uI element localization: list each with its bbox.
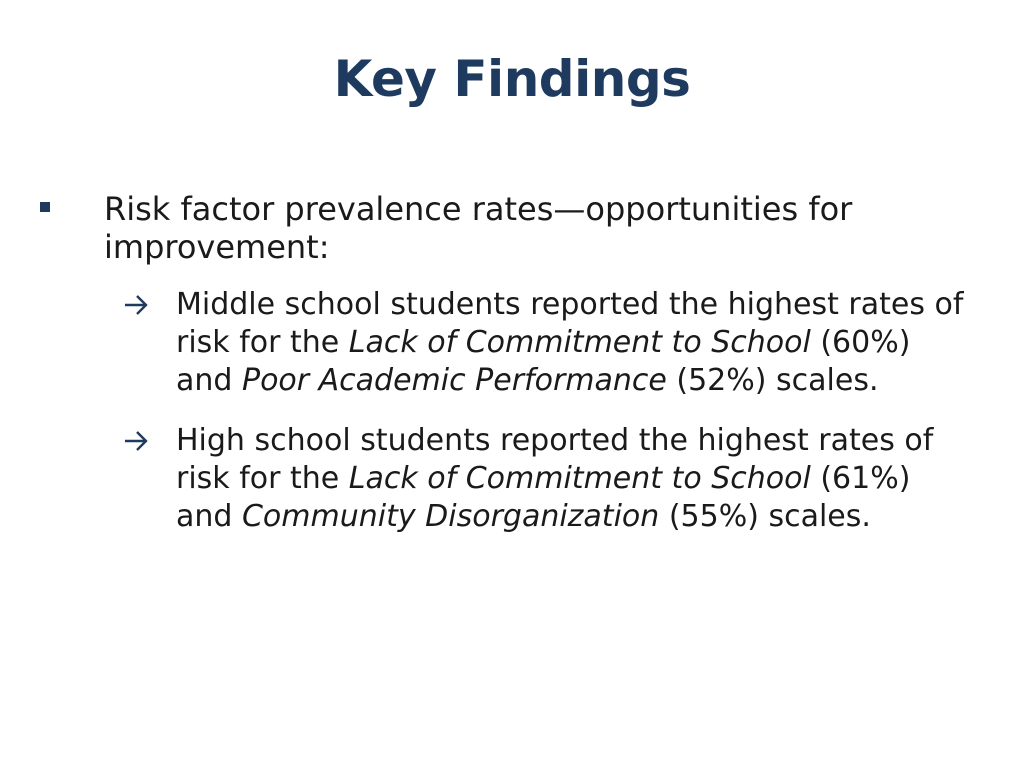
sub-bullet-text-1a: Middle school students reported the highest rates of risk for the <box>176 287 964 360</box>
scale-name-lack-of-commitment: Lack of Commitment to School <box>348 461 811 496</box>
square-bullet-icon <box>40 202 50 212</box>
main-bullet <box>0 190 984 266</box>
arrow-right-icon <box>121 286 151 324</box>
arrow-right-icon <box>121 422 151 460</box>
main-bullet-text: Risk factor prevalence rates—opportunities for improvement: <box>104 190 853 266</box>
scale-name-community-disorganization: Community Disorganization <box>241 499 660 534</box>
slide-title: Key Findings <box>333 50 691 108</box>
sub-bullet-middle-school <box>0 286 976 400</box>
sub-bullet-text-1c: (52%) scales. <box>666 363 879 398</box>
sub-bullet-high-school <box>0 422 976 536</box>
sub-bullet-list <box>0 286 1024 536</box>
sub-bullet-text-1b: (60%) and <box>176 325 911 398</box>
scale-name-lack-of-commitment: Lack of Commitment to School <box>348 325 811 360</box>
sub-bullet-text-2b: (61%) and <box>176 461 911 534</box>
slide-content <box>0 190 1024 558</box>
sub-bullet-text-2a: High school students reported the highest rates of risk for the <box>176 423 934 496</box>
scale-name-poor-academic-performance: Poor Academic Performance <box>241 363 667 398</box>
sub-bullet-text-2c: (55%) scales. <box>659 499 871 534</box>
